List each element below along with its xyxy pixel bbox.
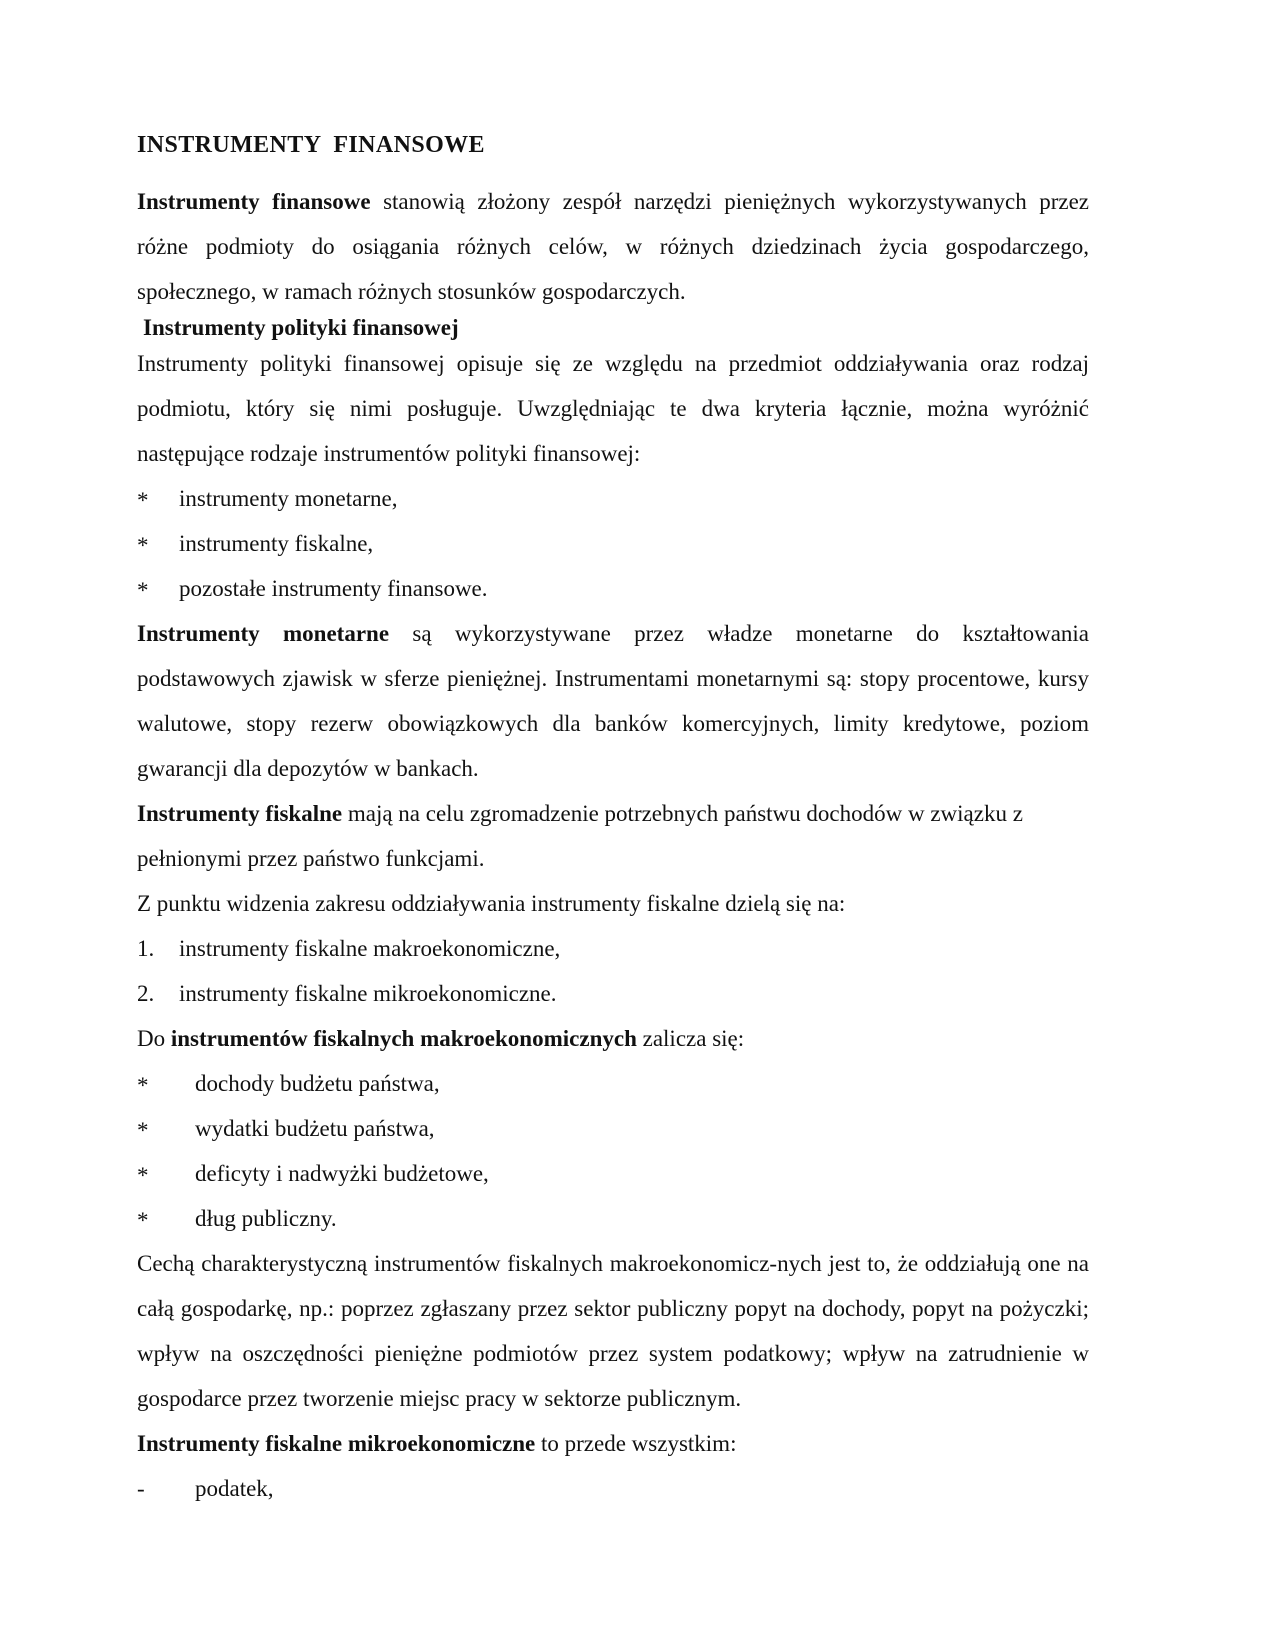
list-item-label: instrumenty fiskalne mikroekonomiczne.	[179, 981, 557, 1006]
fiscal-instruments-paragraph	[137, 791, 1089, 881]
list-item-label: dług publiczny.	[195, 1206, 337, 1231]
list-item-label: deficyty i nadwyżki budżetowe,	[195, 1161, 489, 1186]
list-item-label: instrumenty fiskalne makroekonomiczne,	[179, 936, 561, 961]
list-item	[137, 521, 1089, 566]
intro-body-text: stanowią złożony zespół narzędzi pieniężnych wykorzystywanych przez różne podmioty do osiągania różnych celów, w różnych dziedzinach życia gospodarczego, społecznego, w ramach różnych stosunków gospodarczych.	[137, 189, 1090, 304]
policy-instruments-paragraph: Instrumenty polityki finansowej opisuje się ze względu na przedmiot oddziaływania oraz rodzaj podmiotu, który się nimi posługuje. Uwzględniając te dwa kryteria łącznie, można wyróżnić następujące rodzaje instrumentów polityki finansowej:	[137, 351, 1089, 466]
monetary-instruments-paragraph	[137, 611, 1089, 791]
intro-lead-bold: Instrumenty finansowe	[137, 189, 371, 214]
asterisk-bullet-icon: *	[137, 1073, 149, 1098]
macro-instruments-list	[137, 1061, 1089, 1241]
list-item	[137, 566, 1089, 611]
list-item	[137, 1106, 1089, 1151]
list-item	[137, 971, 1089, 1016]
macro-intro-paragraph	[137, 1016, 1089, 1061]
asterisk-bullet-icon: *	[137, 1163, 149, 1188]
micro-instruments-paragraph	[137, 1421, 1089, 1466]
micro-body-text: to przede wszystkim:	[535, 1431, 737, 1456]
fiscal-lead-bold: Instrumenty fiskalne	[137, 801, 343, 826]
asterisk-bullet-icon: *	[137, 533, 149, 558]
monetary-body-text: są wykorzystywane przez władze monetarne do kształtowania podstawowych zjawisk w sferze pieniężnej. Instrumentami monetarnymi są: stopy procentowe, kursy walutowe, stopy rezerw obowiązkowych dla banków komercyjnych, limity kredytowe, poziom gwarancji dla depozytów w bankach.	[137, 621, 1089, 781]
asterisk-bullet-icon: *	[137, 488, 149, 513]
micro-lead-bold: Instrumenty fiskalne mikroekonomiczne	[137, 1431, 536, 1456]
asterisk-bullet-icon: *	[137, 578, 149, 603]
asterisk-bullet-icon: *	[137, 1118, 149, 1143]
list-item	[137, 1061, 1089, 1106]
fiscal-body-text: mają na celu zgromadzenie potrzebnych państwu dochodów w związku z pełnionymi przez państwo funkcjami.	[137, 801, 1023, 871]
asterisk-bullet-icon: *	[137, 1208, 149, 1233]
list-number-marker: 2.	[137, 981, 155, 1006]
macro-intro-bold: instrumentów fiskalnych makroekonomicznych	[170, 1026, 637, 1051]
intro-paragraph	[137, 179, 1089, 314]
list-item-label: podatek,	[195, 1476, 274, 1501]
micro-instruments-list	[137, 1466, 1089, 1511]
page-title: INSTRUMENTY FINANSOWE	[137, 132, 485, 158]
list-item-label: instrumenty fiskalne,	[179, 531, 374, 556]
monetary-lead-bold: Instrumenty monetarne	[137, 621, 390, 646]
list-item-label: dochody budżetu państwa,	[195, 1071, 440, 1096]
policy-instruments-list	[137, 476, 1089, 611]
list-item-label: wydatki budżetu państwa,	[195, 1116, 435, 1141]
macro-characteristic-paragraph: Cechą charakterystyczną instrumentów fiskalnych makroekonomicz-nych jest to, że oddziałują one na całą gospodarkę, np.: poprzez zgłaszany przez sektor publiczny popyt na dochody, popyt na pożyczki; wpływ na oszczędności pieniężne podmiotów przez system podatkowy; wpływ na zatrudnienie w gospodarce przez tworzenie miejsc pracy w sektorze publicznym.	[137, 1251, 1089, 1411]
list-item	[137, 476, 1089, 521]
document-content	[137, 133, 1089, 1511]
section-heading-policy-instruments: Instrumenty polityki finansowej	[143, 315, 459, 340]
fiscal-scope-paragraph: Z punktu widzenia zakresu oddziaływania instrumenty fiskalne dzielą się na:	[137, 891, 846, 916]
list-item	[137, 1196, 1089, 1241]
fiscal-numbered-list	[137, 926, 1089, 1016]
macro-intro-suffix: zalicza się:	[636, 1026, 745, 1051]
list-item-label: pozostałe instrumenty finansowe.	[179, 576, 488, 601]
dash-bullet-icon: -	[137, 1476, 145, 1501]
macro-intro-prefix: Do	[137, 1026, 171, 1051]
list-item-label: instrumenty monetarne,	[179, 486, 398, 511]
list-item	[137, 1466, 1089, 1511]
list-item	[137, 926, 1089, 971]
list-item	[137, 1151, 1089, 1196]
list-number-marker: 1.	[137, 936, 155, 961]
